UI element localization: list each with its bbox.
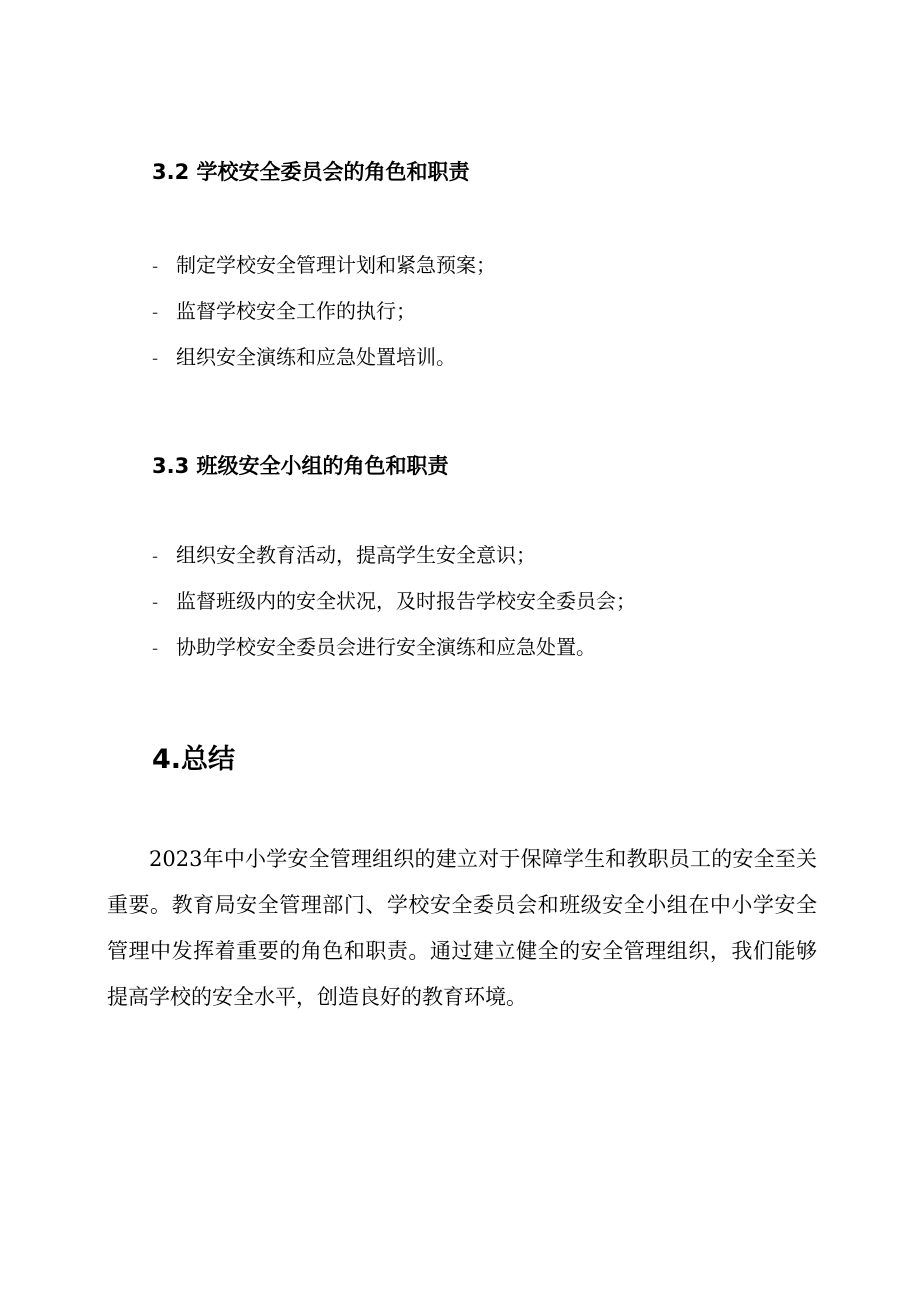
list-item (152, 334, 496, 380)
summary-paragraph: 2023年中小学安全管理组织的建立对于保障学生和教职员工的安全至关重要。教育局安全管理部门、学校安全委员会和班级安全小组在中小学安全管理中发挥着重要的角色和职责。通过建立健全的安全管理组织，我们能够提高学校的安全水平，创造良好的教育环境。 (107, 847, 817, 1009)
list-dash: - (152, 547, 159, 567)
list-item-text: 组织安全教育活动，提高学生安全意识； (176, 543, 536, 567)
list-item-text: 组织安全演练和应急处置培训。 (176, 345, 456, 369)
list-item-text: 监督班级内的安全状况，及时报告学校安全委员会； (176, 589, 636, 613)
list-dash: - (152, 303, 159, 323)
list-item-text: 监督学校安全工作的执行； (176, 299, 416, 323)
section-3-3-list (152, 532, 636, 670)
list-item-text: 协助学校安全委员会进行安全演练和应急处置。 (176, 635, 596, 659)
list-dash: - (152, 257, 159, 277)
list-dash: - (152, 593, 159, 613)
section-3-2-list (152, 242, 496, 380)
list-item (152, 624, 636, 670)
section-heading-3-3: 3.3 班级安全小组的角色和职责 (152, 454, 449, 478)
list-dash: - (152, 639, 159, 659)
list-item (152, 532, 636, 578)
section-heading-3-2: 3.2 学校安全委员会的角色和职责 (152, 160, 470, 184)
list-item (152, 288, 496, 334)
list-item (152, 242, 496, 288)
list-item-text: 制定学校安全管理计划和紧急预案； (176, 253, 496, 277)
list-item (152, 578, 636, 624)
section-heading-4-summary: 4.总结 (152, 744, 236, 775)
list-dash: - (152, 349, 159, 369)
